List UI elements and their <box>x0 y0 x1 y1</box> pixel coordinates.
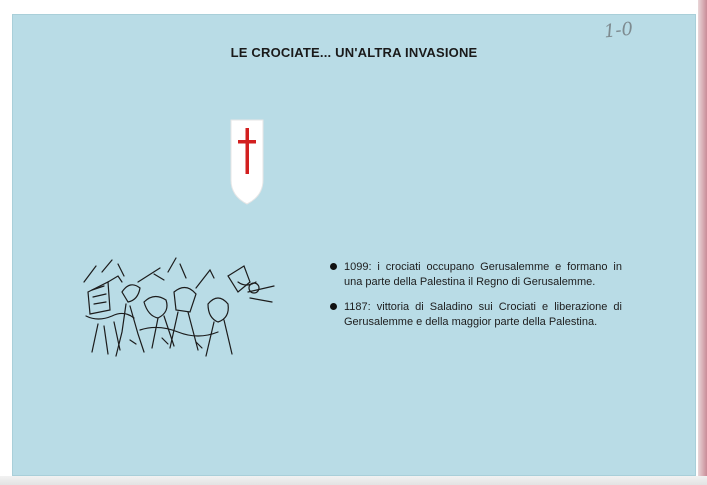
page-sheet <box>12 14 696 476</box>
crusader-shield-icon <box>229 118 265 206</box>
paper-edge-right <box>698 0 707 485</box>
list-item <box>330 260 622 290</box>
bullet-icon <box>330 303 337 310</box>
event-text: 1099: i crociati occupano Gerusalemme e formano in una parte della Palestina il Regno di Gerusalemme. <box>344 261 622 288</box>
page-number-mark: 1-0 <box>602 18 635 43</box>
bullet-icon <box>330 263 337 270</box>
page-title: LE CROCIATE... UN'ALTRA INVASIONE <box>230 45 478 60</box>
paper-edge-bottom <box>0 476 707 485</box>
crusaders-battle-illustration <box>78 252 278 372</box>
events-list <box>330 260 622 340</box>
event-text: 1187: vittoria di Saladino sui Crociati e liberazione di Gerusalemme e della maggior parte della Palestina. <box>344 301 622 328</box>
list-item <box>330 300 622 330</box>
